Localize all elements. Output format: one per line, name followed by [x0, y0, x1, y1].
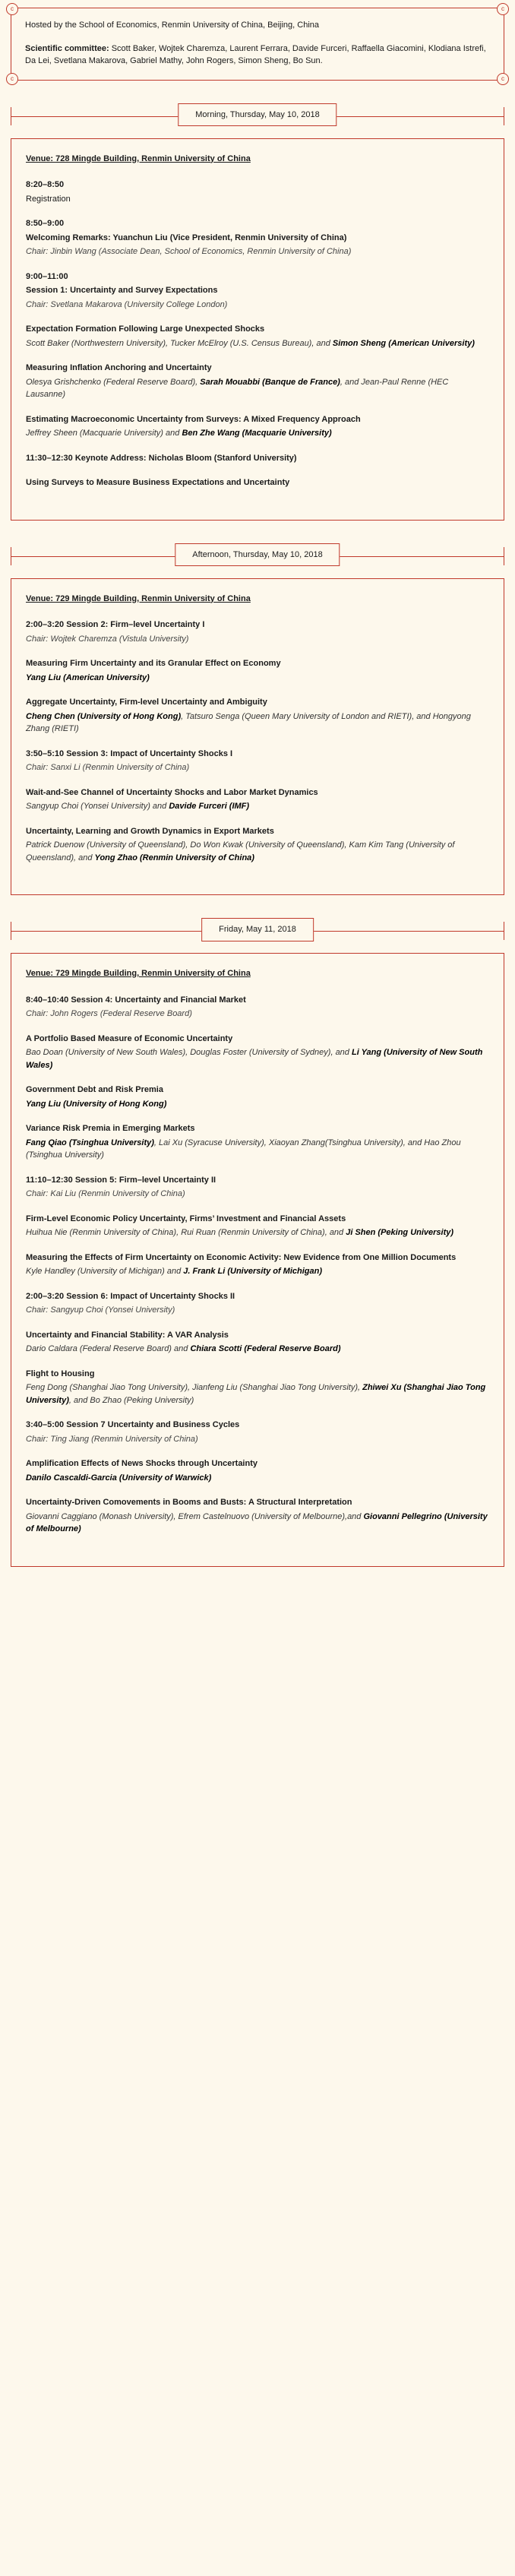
session-banner-label: Afternoon, Thursday, May 10, 2018 — [175, 543, 340, 567]
corner-ornament-top-left: c — [6, 3, 18, 15]
program-slot — [26, 786, 489, 813]
paper-title: Uncertainty-Driven Comovements in Booms and Busts: A Structural Interpretation — [26, 1498, 352, 1507]
program-slot — [26, 696, 489, 736]
session-program-block — [11, 578, 504, 896]
program-slot — [26, 1122, 489, 1162]
corner-ornament-bottom-left: c — [6, 73, 18, 85]
authors-line: Jeffrey Sheen (Macquarie University) and Ben Zhe Wang (Macquarie University) — [26, 429, 332, 438]
program-slot — [26, 362, 489, 401]
program-slot — [26, 1496, 489, 1536]
authors-line: Fang Qiao (Tsinghua University), Lai Xu (Syracuse University), Xiaoyan Zhang(Tsinghua University), and Hao Zhou (Tsinghua University) — [26, 1138, 461, 1160]
authors-line: Huihua Nie (Renmin University of China), Rui Ruan (Renmin University of China), and Ji Shen (Peking University) — [26, 1228, 454, 1237]
slot-time-title: 8:50–9:00 — [26, 219, 65, 228]
paper-title: A Portfolio Based Measure of Economic Uncertainty — [26, 1033, 233, 1043]
chair-line: Chair: Sangyup Choi (Yonsei University) — [26, 1305, 175, 1315]
program-slot — [26, 1368, 489, 1407]
paper-title: Flight to Housing — [26, 1369, 95, 1378]
program-slot — [26, 1329, 489, 1356]
program-slot — [26, 452, 489, 465]
program-slot — [26, 323, 489, 350]
paper-title: Using Surveys to Measure Business Expectations and Uncertainty — [26, 478, 290, 487]
slot-time-title: 11:10–12:30 Session 5: Firm–level Uncertainty II — [26, 1175, 216, 1185]
slot-time-title: 3:40–5:00 Session 7 Uncertainty and Business Cycles — [26, 1420, 240, 1429]
session-banner-label: Morning, Thursday, May 10, 2018 — [178, 103, 336, 127]
slot-time-title: 11:30–12:30 Keynote Address: Nicholas Bloom (Stanford University) — [26, 453, 297, 463]
paper-title: Measuring the Effects of Firm Uncertainty on Economic Activity: New Evidence from One Million Documents — [26, 1252, 457, 1262]
authors-line: Yang Liu (University of Hong Kong) — [26, 1099, 167, 1109]
venue-line: Venue: 728 Mingde Building, Renmin University of China — [26, 153, 251, 163]
session-banner-wrap — [11, 918, 504, 944]
program-slot — [26, 619, 489, 645]
program-slot — [26, 994, 489, 1021]
conference-program-page — [0, 5, 515, 1567]
authors-line: Kyle Handley (University of Michigan) and J. Frank Li (University of Michigan) — [26, 1267, 323, 1276]
slot-time-title: 8:40–10:40 Session 4: Uncertainty and Financial Market — [26, 995, 246, 1005]
chair-line: Chair: Ting Jiang (Renmin University of China) — [26, 1434, 198, 1444]
chair-line: Chair: John Rogers (Federal Reserve Board) — [26, 1009, 192, 1018]
paper-title: Wait-and-See Channel of Uncertainty Shocks and Labor Market Dynamics — [26, 787, 318, 797]
paper-title: Estimating Macroeconomic Uncertainty from Surveys: A Mixed Frequency Approach — [26, 414, 361, 424]
scientific-committee — [25, 43, 490, 68]
slot-time-title: 2:00–3:20 Session 6: Impact of Uncertainty Shocks II — [26, 1291, 235, 1301]
paper-title: Measuring Firm Uncertainty and its Granular Effect on Economy — [26, 659, 281, 668]
chair-line: Chair: Svetlana Makarova (University College London) — [26, 299, 228, 309]
corner-ornament-bottom-right: c — [497, 73, 509, 85]
session-banner-wrap — [11, 103, 504, 129]
program-slot — [26, 1033, 489, 1072]
host-line: Hosted by the School of Economics, Renmin University of China, Beijing, China — [25, 21, 320, 30]
paper-title: Registration — [26, 194, 71, 204]
paper-title: Measuring Inflation Anchoring and Uncertainty — [26, 363, 212, 372]
slot-time-title: 9:00–11:00 — [26, 271, 68, 281]
program-slot — [26, 1457, 489, 1484]
session-banner-label: Friday, May 11, 2018 — [201, 918, 314, 941]
corner-ornament-top-right: c — [497, 3, 509, 15]
committee-names: Scott Baker, Wojtek Charemza, Laurent Ferrara, Davide Furceri, Raffaella Giacomini, Klodiana Istrefi, Da Lei, Svetlana Makarova, Gabriel Mathy, John Rogers, Simon Sheng, Bo Sun. — [25, 43, 486, 65]
paper-title: Amplification Effects of News Shocks through Uncertainty — [26, 1459, 258, 1468]
program-slot — [26, 217, 489, 258]
chair-line: Chair: Sanxi Li (Renmin University of China) — [26, 763, 190, 772]
slot-time-title: 2:00–3:20 Session 2: Firm–level Uncertainty I — [26, 620, 205, 629]
program-slot — [26, 1213, 489, 1239]
host-committee-box — [11, 5, 504, 82]
authors-line: Cheng Chen (University of Hong Kong), Tatsuro Senga (Queen Mary University of London and RIETI), and Hongyong Zhang (RIETI) — [26, 711, 471, 733]
program-slot — [26, 1174, 489, 1201]
program-slot — [26, 476, 489, 489]
authors-line: Sangyup Choi (Yonsei University) and Davide Furceri (IMF) — [26, 802, 250, 811]
slot-time-title: 8:20–8:50 — [26, 180, 65, 189]
slot-time-title: 3:50–5:10 Session 3: Impact of Uncertainty Shocks I — [26, 748, 233, 758]
session-program-block — [11, 138, 504, 521]
paper-title: Variance Risk Premia in Emerging Markets — [26, 1124, 195, 1133]
chair-line: Chair: Wojtek Charemza (Vistula University) — [26, 634, 189, 644]
program-slot — [26, 657, 489, 684]
authors-line: Yang Liu (American University) — [26, 672, 150, 682]
authors-line: Feng Dong (Shanghai Jiao Tong University), Jianfeng Liu (Shanghai Jiao Tong University), Zhiwei Xu (Shanghai Jiao Tong University), and Bo Zhao (Peking University) — [26, 1383, 486, 1405]
authors-line: Danilo Cascaldi-Garcia (University of Warwick) — [26, 1473, 212, 1483]
paper-title: Uncertainty and Financial Stability: A VAR Analysis — [26, 1330, 229, 1340]
venue-line: Venue: 729 Mingde Building, Renmin University of China — [26, 593, 251, 603]
program-slot — [26, 1419, 489, 1445]
chair-line: Chair: Jinbin Wang (Associate Dean, School of Economics, Renmin University of China) — [26, 247, 352, 256]
program-slot — [26, 1290, 489, 1317]
committee-label: Scientific committee: — [25, 43, 109, 53]
paper-title: Government Debt and Risk Premia — [26, 1085, 163, 1094]
program-slot — [26, 1252, 489, 1278]
paper-title: Uncertainty, Learning and Growth Dynamics in Export Markets — [26, 826, 274, 836]
authors-line: Bao Doan (University of New South Wales), Douglas Foster (University of Sydney), and Li Yang (University of New South Wales) — [26, 1048, 483, 1070]
chair-line: Chair: Kai Liu (Renmin University of China) — [26, 1189, 185, 1198]
paper-title: Firm-Level Economic Policy Uncertainty, Firms’ Investment and Financial Assets — [26, 1214, 346, 1223]
program-slot — [26, 179, 489, 205]
program-slot — [26, 825, 489, 865]
sessions-container — [0, 103, 515, 1567]
venue-line: Venue: 729 Mingde Building, Renmin University of China — [26, 969, 251, 978]
authors-line: Dario Caldara (Federal Reserve Board) and Chiara Scotti (Federal Reserve Board) — [26, 1344, 341, 1353]
authors-line: Scott Baker (Northwestern University), Tucker McElroy (U.S. Census Bureau), and Simon Sheng (American University) — [26, 338, 475, 348]
program-slot — [26, 271, 489, 312]
paper-title: Welcoming Remarks: Yuanchun Liu (Vice President, Renmin University of China) — [26, 233, 347, 242]
program-slot — [26, 413, 489, 440]
paper-title: Expectation Formation Following Large Unexpected Shocks — [26, 324, 265, 334]
authors-line: Giovanni Caggiano (Monash University), Efrem Castelnuovo (University of Melbourne),and Giovanni Pellegrino (University of Melbourne) — [26, 1511, 488, 1533]
authors-line: Patrick Duenow (University of Queensland), Do Won Kwak (University of Queensland), Kam Kim Tang (University of Queensland), and Yong Zhao (Renmin University of China) — [26, 840, 455, 862]
session-program-block — [11, 953, 504, 1567]
authors-line: Olesya Grishchenko (Federal Reserve Board), Sarah Mouabbi (Banque de France), and Jean-Paul Renne (HEC Lausanne) — [26, 377, 449, 399]
program-slot — [26, 1084, 489, 1110]
paper-title: Session 1: Uncertainty and Survey Expectations — [26, 286, 218, 295]
program-slot — [26, 748, 489, 774]
session-banner-wrap — [11, 543, 504, 569]
paper-title: Aggregate Uncertainty, Firm-level Uncertainty and Ambiguity — [26, 698, 267, 707]
